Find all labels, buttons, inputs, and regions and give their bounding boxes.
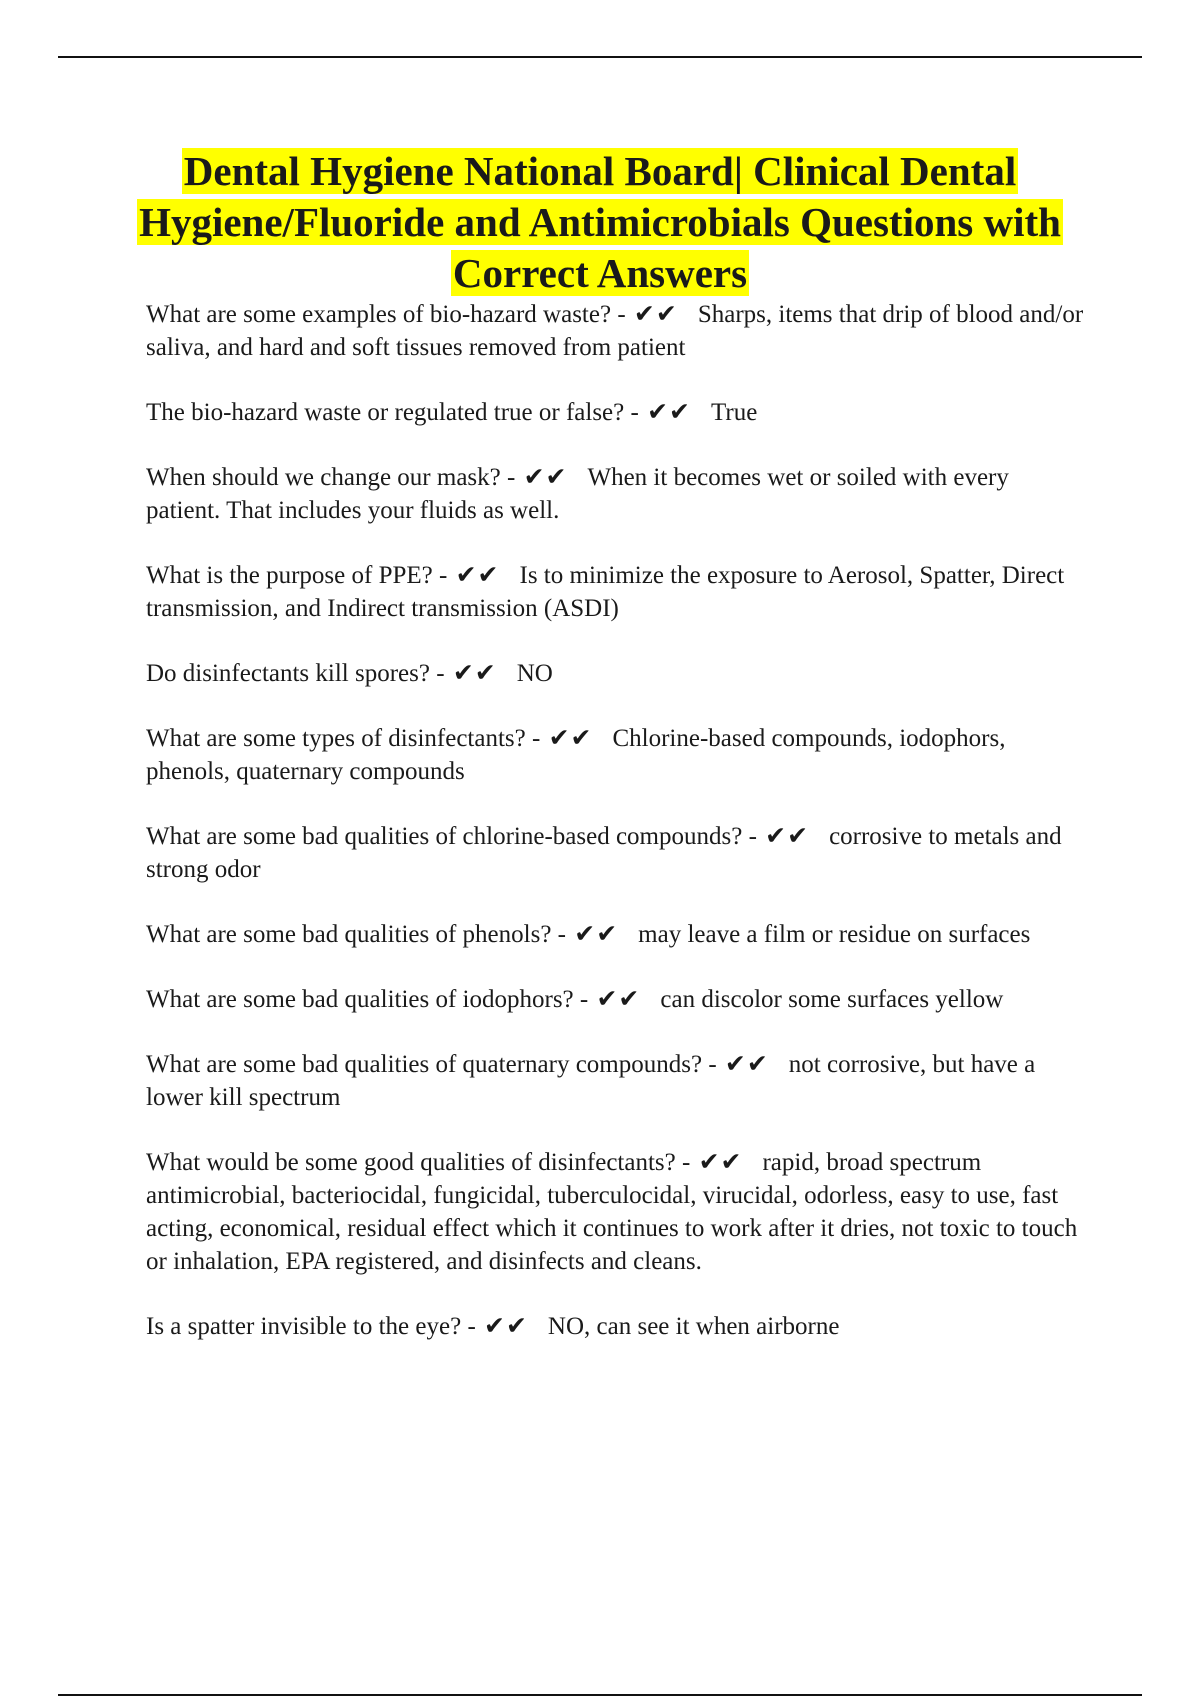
qa-item: [146, 298, 1086, 364]
answer-text: rapid, broad spectrum antimicrobial, bacteriocidal, fungicidal, tuberculocidal, virucidal, odorless, easy to use, fast acting, economical, residual effect which it continues to work after it dries, not toxic to touch or inhalation, EPA registered, and disinfects and cleans.: [146, 1149, 1078, 1275]
question-text: When should we change our mask?: [146, 464, 501, 491]
separator: -: [429, 660, 451, 687]
separator: -: [432, 562, 454, 589]
answer-text: Sharps, items that drip of blood and/or saliva, and hard and soft tissues removed from patient: [146, 301, 1084, 361]
check-mark-icon: ✔✔: [765, 823, 810, 850]
qa-list: [146, 298, 1086, 1375]
check-mark-icon: ✔✔: [596, 986, 641, 1013]
separator: -: [573, 986, 595, 1013]
question-text: What are some bad qualities of phenols?: [146, 921, 552, 948]
qa-item: [146, 1048, 1086, 1114]
answer-text: Is to minimize the exposure to Aerosol, Spatter, Direct transmission, and Indirect transmission (ASDI): [146, 562, 1065, 622]
question-text: What are some types of disinfectants?: [146, 725, 526, 752]
separator: -: [525, 725, 547, 752]
check-mark-icon: ✔✔: [484, 1313, 528, 1340]
qa-item: [146, 1310, 1086, 1343]
question-text: What are some examples of bio-hazard waste?: [146, 301, 612, 328]
question-text: What are some bad qualities of chlorine-based compounds?: [146, 823, 743, 850]
separator: -: [702, 1051, 723, 1078]
document-title: [100, 146, 1100, 299]
separator: -: [624, 399, 646, 426]
question-text: What are some bad qualities of iodophors?: [146, 986, 574, 1013]
document-title-text: Dental Hygiene National Board| Clinical Dental Hygiene/Fluoride and Antimicrobials Questions with Correct Answers: [139, 148, 1061, 296]
check-mark-icon: ✔✔: [523, 464, 568, 491]
qa-item: [146, 657, 1086, 690]
separator: -: [742, 823, 764, 850]
answer-text: can discolor some surfaces yellow: [660, 986, 1004, 1013]
answer-text: NO: [516, 660, 553, 687]
check-mark-icon: ✔✔: [647, 399, 691, 426]
answer-text: NO, can see it when airborne: [547, 1313, 840, 1340]
question-text: Do disinfectants kill spores?: [146, 660, 430, 687]
question-text: What is the purpose of PPE?: [146, 562, 433, 589]
check-mark-icon: ✔✔: [455, 562, 500, 589]
question-text: What would be some good qualities of disinfectants?: [146, 1149, 676, 1176]
check-mark-icon: ✔✔: [724, 1051, 769, 1078]
separator: -: [675, 1149, 697, 1176]
separator: -: [461, 1313, 483, 1340]
question-text: Is a spatter invisible to the eye?: [146, 1313, 462, 1340]
qa-item: [146, 559, 1086, 625]
bottom-rule: [58, 1694, 1142, 1696]
qa-item: [146, 722, 1086, 788]
qa-item: [146, 1146, 1086, 1278]
qa-item: [146, 918, 1086, 951]
answer-text: Chlorine-based compounds, iodophors, phenols, quaternary compounds: [146, 725, 1006, 785]
qa-item: [146, 983, 1086, 1016]
answer-text: not corrosive, but have a lower kill spectrum: [146, 1051, 1036, 1111]
check-mark-icon: ✔✔: [633, 301, 678, 328]
check-mark-icon: ✔✔: [452, 660, 497, 687]
qa-item: [146, 461, 1086, 527]
check-mark-icon: ✔✔: [698, 1149, 743, 1176]
separator: -: [611, 301, 632, 328]
answer-text: True: [710, 399, 758, 426]
answer-text: When it becomes wet or soiled with every patient. That includes your fluids as well.: [146, 464, 1009, 524]
question-text: What are some bad qualities of quaternary compounds?: [146, 1051, 703, 1078]
answer-text: may leave a film or residue on surfaces: [638, 921, 1031, 948]
qa-item: [146, 820, 1086, 886]
answer-text: corrosive to metals and strong odor: [146, 823, 1062, 883]
check-mark-icon: ✔✔: [548, 725, 593, 752]
separator: -: [551, 921, 573, 948]
question-text: The bio-hazard waste or regulated true or false?: [146, 399, 625, 426]
check-mark-icon: ✔✔: [574, 921, 619, 948]
qa-item: [146, 396, 1086, 429]
separator: -: [500, 464, 522, 491]
top-rule: [58, 56, 1142, 58]
